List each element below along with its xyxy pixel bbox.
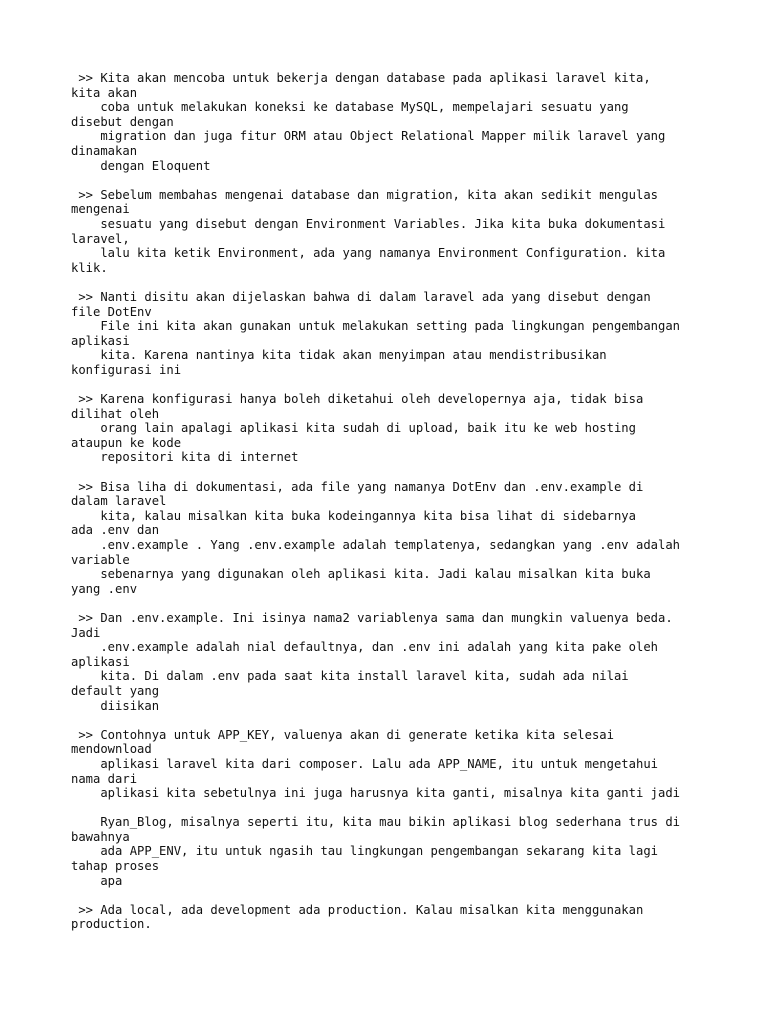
text-line: laravel,	[71, 231, 130, 246]
text-line: yang .env	[71, 581, 138, 596]
text-line: dinamakan	[71, 143, 138, 158]
text-line: >> Sebelum membahas mengenai database dan migration, kita akan sedikit mengulas	[71, 187, 658, 202]
text-line: dalam laravel	[71, 494, 167, 509]
document-page	[71, 71, 711, 947]
text-line: ada APP_ENV, itu untuk ngasih tau lingkungan pengembangan sekarang kita lagi	[71, 844, 658, 859]
text-line: kita. Karena nantinya kita tidak akan menyimpan atau mendistribusikan	[71, 348, 607, 363]
text-line: mengenai	[71, 202, 130, 217]
text-line: orang lain apalagi aplikasi kita sudah di upload, baik itu ke web hosting	[71, 421, 636, 436]
paragraph-3	[71, 290, 711, 378]
text-line: coba untuk melakukan koneksi ke database MySQL, mempelajari sesuatu yang	[71, 100, 629, 115]
text-line: nama dari	[71, 771, 138, 786]
text-line: kita. Di dalam .env pada saat kita install laravel kita, sudah ada nilai	[71, 669, 629, 684]
text-line: dengan Eloquent	[71, 158, 211, 173]
text-line: file DotEnv	[71, 304, 152, 319]
text-line: konfigurasi ini	[71, 362, 182, 377]
text-line: >> Karena konfigurasi hanya boleh diketahui oleh developernya aja, tidak bisa	[71, 392, 644, 407]
text-line: bawahnya	[71, 829, 130, 844]
text-line: >> Dan .env.example. Ini isinya nama2 variablenya sama dan mungkin valuenya beda.	[71, 610, 673, 625]
text-line: sebenarnya yang digunakan oleh aplikasi kita. Jadi kalau misalkan kita buka	[71, 567, 651, 582]
text-line: default yang	[71, 683, 160, 698]
paragraph-1	[71, 71, 711, 173]
paragraph-6	[71, 611, 711, 713]
text-line: >> Bisa liha di dokumentasi, ada file yang namanya DotEnv dan .env.example di	[71, 479, 644, 494]
text-line: aplikasi laravel kita dari composer. Lalu ada APP_NAME, itu untuk mengetahui	[71, 756, 658, 771]
text-line: .env.example adalah nial defaultnya, dan .env ini adalah yang kita pake oleh	[71, 640, 658, 655]
text-line: kita akan	[71, 85, 138, 100]
text-line: lalu kita ketik Environment, ada yang namanya Environment Configuration. kita	[71, 246, 666, 261]
paragraph-5	[71, 480, 711, 597]
text-line: production.	[71, 917, 152, 932]
text-line: >> Ada local, ada development ada production. Kalau misalkan kita menggunakan	[71, 902, 644, 917]
paragraph-2	[71, 188, 711, 276]
text-line	[71, 801, 711, 816]
text-line: >> Contohnya untuk APP_KEY, valuenya akan di generate ketika kita selesai	[71, 727, 614, 742]
text-line: ada .env dan	[71, 523, 160, 538]
text-line: disebut dengan	[71, 114, 174, 129]
text-line: diisikan	[71, 698, 160, 713]
text-line: >> Nanti disitu akan dijelaskan bahwa di dalam laravel ada yang disebut dengan	[71, 289, 651, 304]
paragraph-7	[71, 728, 711, 889]
text-line: aplikasi	[71, 654, 130, 669]
text-line: kita, kalau misalkan kita buka kodeingannya kita bisa lihat di sidebarnya	[71, 508, 636, 523]
paragraph-8	[71, 903, 711, 932]
paragraph-4	[71, 392, 711, 465]
text-line: >> Kita akan mencoba untuk bekerja dengan database pada aplikasi laravel kita,	[71, 71, 651, 85]
text-line: klik.	[71, 260, 108, 275]
text-line: variable	[71, 552, 130, 567]
text-line: dilihat oleh	[71, 406, 160, 421]
text-line: tahap proses	[71, 859, 160, 874]
text-line: repositori kita di internet	[71, 450, 299, 465]
text-line: sesuatu yang disebut dengan Environment Variables. Jika kita buka dokumentasi	[71, 216, 666, 231]
text-line: .env.example . Yang .env.example adalah templatenya, sedangkan yang .env adalah	[71, 538, 681, 552]
text-line: mendownload	[71, 742, 152, 757]
text-line: Ryan_Blog, misalnya seperti itu, kita mau bikin aplikasi blog sederhana trus di	[71, 815, 681, 830]
text-line: ataupun ke kode	[71, 435, 182, 450]
text-line: aplikasi	[71, 333, 130, 348]
text-line: aplikasi kita sebetulnya ini juga harusnya kita ganti, misalnya kita ganti jadi	[71, 786, 681, 801]
text-line: Jadi	[71, 625, 101, 640]
text-line: File ini kita akan gunakan untuk melakukan setting pada lingkungan pengembangan	[71, 319, 681, 334]
text-line: migration dan juga fitur ORM atau Object Relational Mapper milik laravel yang	[71, 129, 666, 144]
text-line: apa	[71, 873, 123, 888]
